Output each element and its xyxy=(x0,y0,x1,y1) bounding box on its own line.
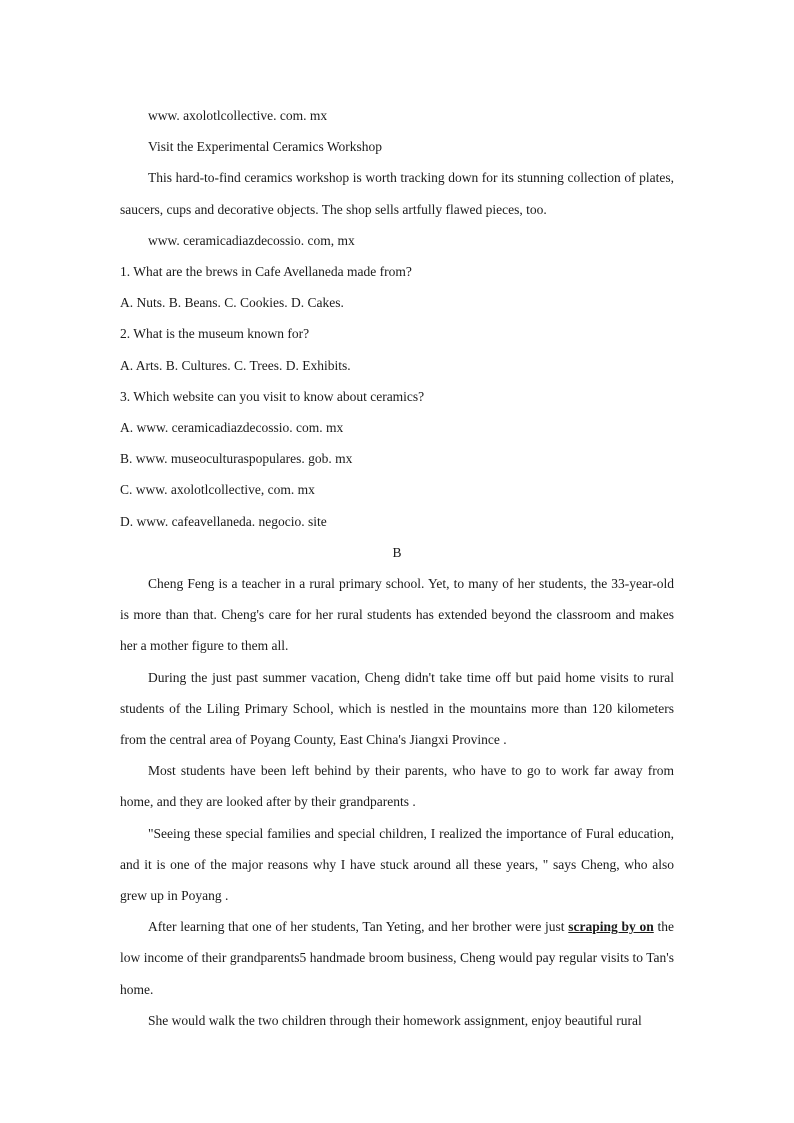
axolotl-url: www. axolotlcollective. com. mx xyxy=(148,108,328,123)
ceramics-url: www. ceramicadiazdecossio. com, mx xyxy=(148,232,355,248)
passage-b-paragraph-5 xyxy=(120,911,674,1005)
paragraph-5-rest: the low income of their grandparents5 handmade broom business, Cheng would pay regular visits to Tan's home. xyxy=(120,919,674,997)
question-2: 2. What is the museum known for? xyxy=(120,326,310,342)
document-body xyxy=(120,100,674,1036)
section-b-heading: B xyxy=(392,544,402,560)
question-3-option-a: A. www. ceramicadiazdecossio. com. mx xyxy=(120,420,344,436)
question-3-option-c: C. www. axolotlcollective, com. mx xyxy=(120,482,315,498)
question-3-option-d: D. www. cafeavellaneda. negocio. site xyxy=(120,513,327,529)
question-1-options: A. Nuts. B. Beans. C. Cookies. D. Cakes. xyxy=(120,295,344,311)
question-3: 3. Which website can you visit to know about ceramics? xyxy=(120,388,425,404)
ceramics-heading: Visit the Experimental Ceramics Workshop xyxy=(148,139,383,155)
question-1: 1. What are the brews in Cafe Avellaneda made from? xyxy=(120,264,412,280)
question-3-option-b: B. www. museoculturaspopulares. gob. mx xyxy=(120,451,353,467)
passage-b-paragraph-6: She would walk the two children through their homework assignment, enjoy beautiful rural xyxy=(148,1012,642,1028)
ceramics-paragraph: This hard-to-find ceramics workshop is worth tracking down for its stunning collection of plates, saucers, cups and decorative objects. The shop sells artfully flawed pieces, too. xyxy=(120,170,674,217)
emphasized-phrase: scraping by on xyxy=(568,919,654,935)
question-2-options: A. Arts. B. Cultures. C. Trees. D. Exhibits. xyxy=(120,357,351,373)
passage-b-paragraph-1: Cheng Feng is a teacher in a rural primary school. Yet, to many of her students, the 33-year-old is more than that. Cheng's care for her rural students has extended beyond the classroom and makes her a mother figure to them all. xyxy=(120,576,674,654)
paragraph-5-lead: After learning that one of her students, Tan Yeting, and her brother were just xyxy=(148,919,569,935)
passage-b-paragraph-2: During the just past summer vacation, Cheng didn't take time off but paid home visits to rural students of the Liling Primary School, which is nestled in the mountains more than 120 kilometers from the central area of Poyang County, East China's Jiangxi Province . xyxy=(120,669,674,748)
passage-b-paragraph-3: Most students have been left behind by their parents, who have to go to work far away from home, and they are looked after by their grandparents . xyxy=(120,763,674,810)
passage-b-paragraph-4: "Seeing these special families and special children, I realized the importance of Fural education, and it is one of the major reasons why I have stuck around all these years, " says Cheng, who also grew up in Poyang . xyxy=(120,825,674,904)
